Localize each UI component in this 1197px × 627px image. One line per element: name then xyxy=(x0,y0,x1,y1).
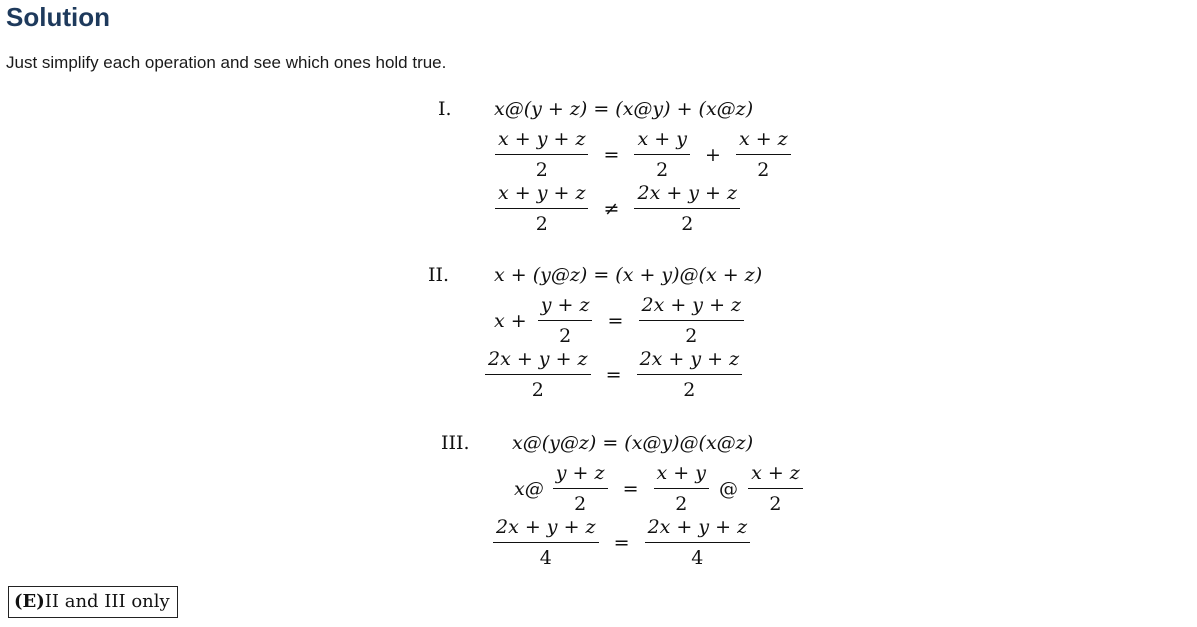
fraction: $\frac{x + z}{2}$ xyxy=(748,464,803,514)
solution-heading: Solution xyxy=(6,2,110,32)
part-1-equation: x@(y + z) = (x@y) + (x@z) xyxy=(494,98,754,120)
fraction: $\frac{2x + y + z}{2}$ xyxy=(639,296,745,346)
fraction: $\frac{y + z}{2}$ xyxy=(553,464,608,514)
fraction: $\frac{x + y + z}{2}$ xyxy=(495,184,588,234)
answer-text: II and III only xyxy=(44,591,170,612)
part-1-step-1: $\frac{x + y + z}{2}$ = $\frac{x + y}{2}$ + $\frac{x + z}{2}$ xyxy=(492,130,794,180)
answer-box xyxy=(8,586,178,618)
part-3-equation: x@(y@z) = (x@y)@(x@z) xyxy=(512,432,754,454)
fraction: $\frac{x + y}{2}$ xyxy=(634,130,689,180)
part-1-step-2: $\frac{x + y + z}{2}$ ≠ $\frac{2x + y + z}{2}$ xyxy=(492,184,743,234)
part-2-step-1: x + $\frac{y + z}{2}$ = $\frac{2x + y + z}{2}$ xyxy=(494,296,747,346)
fraction: $\frac{x + y + z}{2}$ xyxy=(495,130,588,180)
fraction: $\frac{2x + y + z}{2}$ xyxy=(637,350,743,400)
fraction: $\frac{2x + y + z}{2}$ xyxy=(485,350,591,400)
fraction: $\frac{2x + y + z}{4}$ xyxy=(645,518,751,568)
intro-text: Just simplify each operation and see which ones hold true. xyxy=(6,53,447,72)
fraction: $\frac{x + y}{2}$ xyxy=(654,464,709,514)
fraction: $\frac{x + z}{2}$ xyxy=(736,130,791,180)
fraction: $\frac{2x + y + z}{4}$ xyxy=(493,518,599,568)
part-3-step-1: x@ $\frac{y + z}{2}$ = $\frac{x + y}{2}$ @ $\frac{x + z}{2}$ xyxy=(514,464,806,514)
part-2-equation: x + (y@z) = (x + y)@(x + z) xyxy=(494,264,763,286)
answer-letter: (E) xyxy=(14,591,45,612)
fraction: $\frac{2x + y + z}{2}$ xyxy=(634,184,740,234)
part-2-step-2: $\frac{2x + y + z}{2}$ = $\frac{2x + y + z}{2}$ xyxy=(482,350,745,400)
part-2-label: II. xyxy=(428,264,450,286)
fraction: $\frac{y + z}{2}$ xyxy=(538,296,593,346)
part-3-step-2: $\frac{2x + y + z}{4}$ = $\frac{2x + y + z}{4}$ xyxy=(490,518,753,568)
part-1-label: I. xyxy=(438,98,452,120)
part-3-label: III. xyxy=(441,432,470,454)
